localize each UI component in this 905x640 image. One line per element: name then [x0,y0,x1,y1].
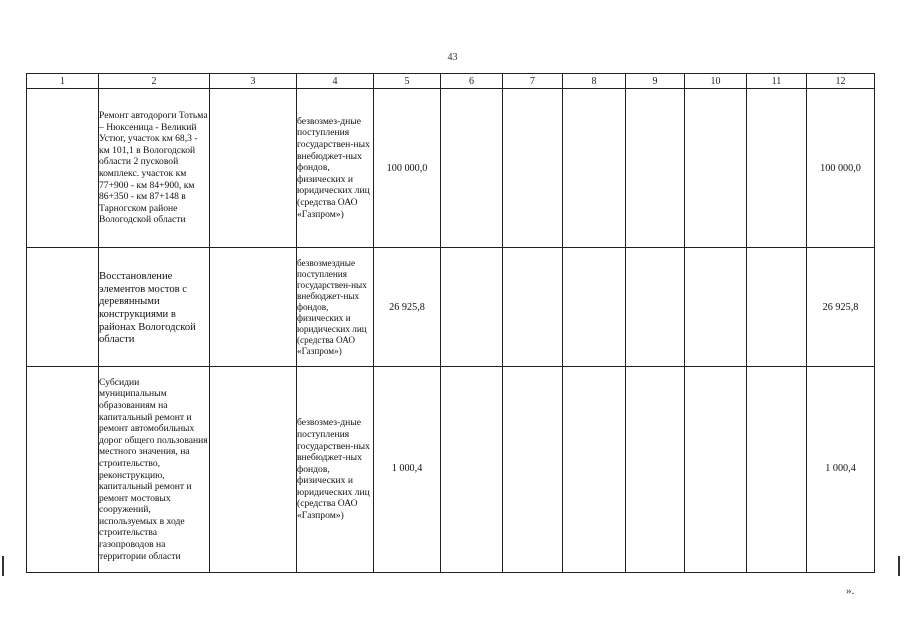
amount-value: 1 000,4 [391,463,423,474]
column-header: 12 [807,74,875,89]
amount-cell [374,367,441,573]
table-cell [210,89,297,248]
table-cell [685,89,747,248]
scan-edge-mark [898,556,900,576]
table-row [27,89,875,248]
table-cell [685,248,747,367]
funding-source: безвозмез-дные поступления государствен-ных внебюджет-ных фондов, физических и юридических лиц (средства ОАО «Газпром») [297,89,374,248]
table-cell [27,89,99,248]
table-cell [626,367,685,573]
table-row [27,248,875,367]
total-value: 1 000,4 [825,463,856,474]
table-cell [27,248,99,367]
column-header: 3 [210,74,297,89]
table-cell [747,367,807,573]
column-header: 10 [685,74,747,89]
amount-cell: 26 925,8 [374,248,441,367]
scan-edge-mark [2,556,4,576]
table-cell [210,367,297,573]
closing-quote: ». [846,585,855,597]
table-cell [441,367,503,573]
table-cell [27,367,99,573]
table-cell [441,248,503,367]
funding-source: безвозмез-дные поступления государствен-ных внебюджет-ных фондов, физических и юридических лиц (средства ОАО «Газпром») [297,367,374,573]
column-header: 2 [99,74,210,89]
table-row [27,367,875,573]
table-cell [503,89,563,248]
table-cell [685,367,747,573]
column-header: 1 [27,74,99,89]
table-cell [563,367,626,573]
table-cell [503,248,563,367]
column-header: 7 [503,74,563,89]
page-number: 43 [447,52,458,63]
total-cell: 100 000,0 [807,89,875,248]
table-cell [563,89,626,248]
header-row [27,74,875,89]
funding-source: безвозмездные поступления государствен-ных внебюджет-ных фондов, физических и юридических лиц (средства ОАО «Газпром») [297,248,374,367]
table-cell [210,248,297,367]
column-header: 5 [374,74,441,89]
column-header: 6 [441,74,503,89]
table-cell [747,89,807,248]
amount-cell: 100 000,0 [374,89,441,248]
row-description: Субсидии муниципальным образованиям на капитальный ремонт и ремонт автомобильных дорог общего пользования местного значения, на строительство, реконструкцию, капитальный ремонт и ремонт мостовых сооружений, используемых в ходе строительства газопроводов на территории области [99,367,210,573]
table-cell [626,89,685,248]
column-header: 4 [297,74,374,89]
column-header: 11 [747,74,807,89]
table-cell [626,248,685,367]
row-description: Восстановление элементов мостов с деревянными конструкциями в районах Вологодской области [99,248,210,367]
total-cell [807,367,875,573]
table-cell [563,248,626,367]
total-cell: 26 925,8 [807,248,875,367]
table-cell [747,248,807,367]
column-header: 9 [626,74,685,89]
table-cell [441,89,503,248]
column-header: 8 [563,74,626,89]
row-description: Ремонт автодороги Тотьма – Нюксеница - Великий Устюг, участок км 68,3 - км 101,1 в Вологодской области 2 пусковой комплекс. участок км 77+900 - км 84+900, км 86+350 - км 87+148 в Тарногском районе Вологодской области [99,89,210,248]
budget-table [26,73,875,573]
table-cell [503,367,563,573]
